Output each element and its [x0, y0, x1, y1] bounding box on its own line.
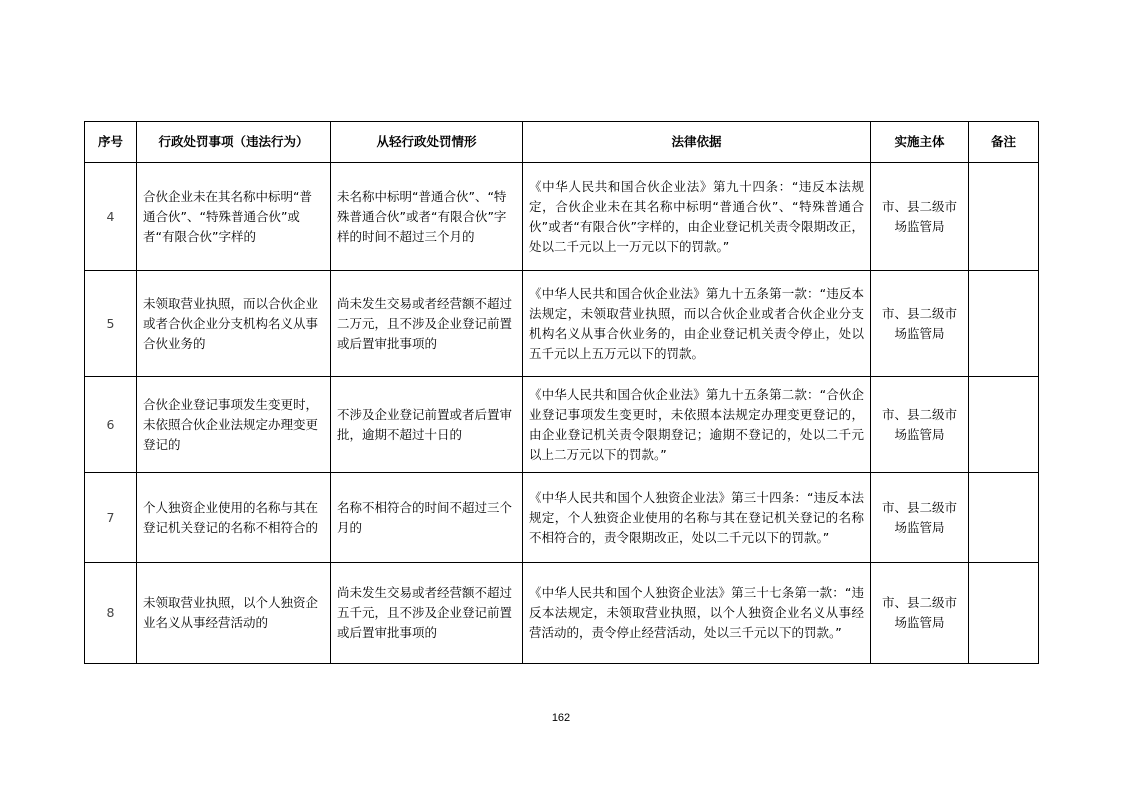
- row-lenient: 名称不相符合的时间不超过三个月的: [331, 473, 523, 563]
- table-row: [85, 563, 1039, 664]
- row-seq: 5: [85, 271, 137, 377]
- row-remark: [969, 377, 1039, 473]
- row-item: 未领取营业执照，以个人独资企业名义从事经营活动的: [137, 563, 331, 664]
- row-subject: 市、县二级市场监管局: [871, 271, 969, 377]
- header-subject: 实施主体: [871, 122, 969, 163]
- row-lenient: 尚未发生交易或者经营额不超过二万元，且不涉及企业登记前置或后置审批事项的: [331, 271, 523, 377]
- row-remark: [969, 271, 1039, 377]
- row-seq: 8: [85, 563, 137, 664]
- row-law: 《中华人民共和国合伙企业法》第九十五条第一款：“违反本法规定，未领取营业执照，而以合伙企业或者合伙企业分支机构名义从事合伙业务的，由企业登记机关责令停止，处以五千元以上五万元以下的罚款。: [523, 271, 871, 377]
- page-number: 162: [551, 712, 571, 724]
- header-item: 行政处罚事项（违法行为）: [137, 122, 331, 163]
- row-law: 《中华人民共和国合伙企业法》第九十四条：“违反本法规定，合伙企业未在其名称中标明“普通合伙”、“特殊普通合伙”或者“有限合伙”字样的，由企业登记机关责令限期改正，处以二千元以上一万元以下的罚款。”: [523, 163, 871, 271]
- row-lenient: 未名称中标明“普通合伙”、“特殊普通合伙”或者“有限合伙”字样的时间不超过三个月的: [331, 163, 523, 271]
- row-law: 《中华人民共和国个人独资企业法》第三十四条：“违反本法规定，个人独资企业使用的名称与其在登记机关登记的名称不相符合的，责令限期改正，处以二千元以下的罚款。”: [523, 473, 871, 563]
- row-lenient: 不涉及企业登记前置或者后置审批，逾期不超过十日的: [331, 377, 523, 473]
- header-seq: 序号: [85, 122, 137, 163]
- row-seq: 6: [85, 377, 137, 473]
- row-item: 合伙企业登记事项发生变更时，未依照合伙企业法规定办理变更登记的: [137, 377, 331, 473]
- header-law: 法律依据: [523, 122, 871, 163]
- row-lenient: 尚未发生交易或者经营额不超过五千元，且不涉及企业登记前置或后置审批事项的: [331, 563, 523, 664]
- row-seq: 4: [85, 163, 137, 271]
- row-item: 未领取营业执照，而以合伙企业或者合伙企业分支机构名义从事合伙业务的: [137, 271, 331, 377]
- penalty-table: [84, 121, 1039, 664]
- row-remark: [969, 163, 1039, 271]
- header-lenient: 从轻行政处罚情形: [331, 122, 523, 163]
- table-header-row: [85, 122, 1039, 163]
- row-remark: [969, 473, 1039, 563]
- row-item: 个人独资企业使用的名称与其在登记机关登记的名称不相符合的: [137, 473, 331, 563]
- row-law: 《中华人民共和国个人独资企业法》第三十七条第一款：“违反本法规定，未领取营业执照，以个人独资企业名义从事经营活动的，责令停止经营活动，处以三千元以下的罚款。”: [523, 563, 871, 664]
- table-row: [85, 473, 1039, 563]
- row-subject: 市、县二级市场监管局: [871, 163, 969, 271]
- table-row: [85, 271, 1039, 377]
- row-subject: 市、县二级市场监管局: [871, 563, 969, 664]
- row-item: 合伙企业未在其名称中标明“普通合伙”、“特殊普通合伙”或者“有限合伙”字样的: [137, 163, 331, 271]
- row-remark: [969, 563, 1039, 664]
- header-remark: 备注: [969, 122, 1039, 163]
- row-subject: 市、县二级市场监管局: [871, 473, 969, 563]
- row-law: 《中华人民共和国合伙企业法》第九十五条第二款：“合伙企业登记事项发生变更时，未依照本法规定办理变更登记的，由企业登记机关责令限期登记；逾期不登记的，处以二千元以上二万元以下的罚款。”: [523, 377, 871, 473]
- table-row: [85, 377, 1039, 473]
- row-subject: 市、县二级市场监管局: [871, 377, 969, 473]
- row-seq: 7: [85, 473, 137, 563]
- table-row: [85, 163, 1039, 271]
